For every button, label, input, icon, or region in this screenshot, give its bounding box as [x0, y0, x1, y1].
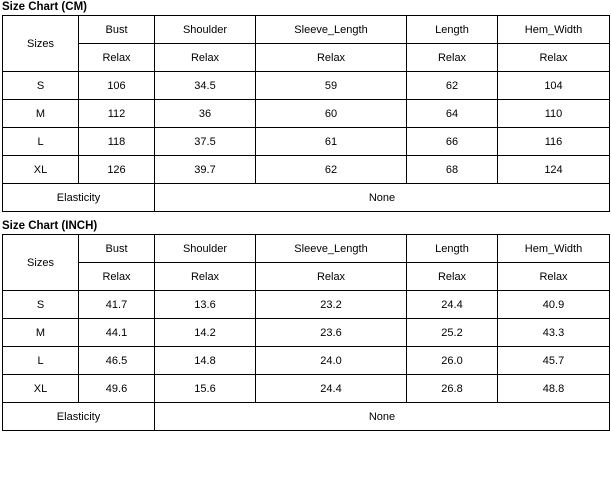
table-row	[3, 128, 610, 156]
header-cell-sleeve-length: Sleeve_Length	[256, 16, 407, 44]
cell-length: 68	[407, 156, 498, 184]
size-chart-cm-table	[2, 15, 610, 212]
elasticity-label: Elasticity	[3, 184, 155, 212]
table-subheader-row	[3, 263, 610, 291]
table-header-row	[3, 16, 610, 44]
header-cell-sizes: Sizes	[3, 16, 79, 72]
cell-shoulder: 13.6	[155, 291, 256, 319]
cell-hem-width: 43.3	[498, 319, 610, 347]
elasticity-row	[3, 184, 610, 212]
header-cell-shoulder: Shoulder	[155, 235, 256, 263]
cell-length: 66	[407, 128, 498, 156]
cell-shoulder: 15.6	[155, 375, 256, 403]
row-size-label: XL	[3, 375, 79, 403]
header-cell-length: Length	[407, 16, 498, 44]
row-size-label: S	[3, 72, 79, 100]
cell-bust: 49.6	[79, 375, 155, 403]
header-cell-shoulder: Shoulder	[155, 16, 256, 44]
size-chart-inch-table	[2, 234, 610, 431]
cell-shoulder: 37.5	[155, 128, 256, 156]
subheader-cell-sleeve-length: Relax	[256, 44, 407, 72]
cell-bust: 118	[79, 128, 155, 156]
cell-hem-width: 110	[498, 100, 610, 128]
cell-shoulder: 14.8	[155, 347, 256, 375]
row-size-label: M	[3, 319, 79, 347]
cell-sleeve-length: 62	[256, 156, 407, 184]
elasticity-row	[3, 403, 610, 431]
cell-hem-width: 116	[498, 128, 610, 156]
cell-bust: 44.1	[79, 319, 155, 347]
cell-shoulder: 39.7	[155, 156, 256, 184]
header-cell-hem-width: Hem_Width	[498, 235, 610, 263]
table-row	[3, 319, 610, 347]
header-cell-hem-width: Hem_Width	[498, 16, 610, 44]
cell-bust: 46.5	[79, 347, 155, 375]
cell-length: 24.4	[407, 291, 498, 319]
cell-length: 26.8	[407, 375, 498, 403]
table-row	[3, 375, 610, 403]
table-subheader-row	[3, 44, 610, 72]
header-cell-sleeve-length: Sleeve_Length	[256, 235, 407, 263]
cell-hem-width: 48.8	[498, 375, 610, 403]
cell-sleeve-length: 60	[256, 100, 407, 128]
row-size-label: XL	[3, 156, 79, 184]
cell-hem-width: 40.9	[498, 291, 610, 319]
subheader-cell-hem-width: Relax	[498, 44, 610, 72]
elasticity-label: Elasticity	[3, 403, 155, 431]
table-row	[3, 291, 610, 319]
table-row	[3, 347, 610, 375]
elasticity-value: None	[155, 403, 610, 431]
cell-hem-width: 104	[498, 72, 610, 100]
cell-hem-width: 45.7	[498, 347, 610, 375]
subheader-cell-bust: Relax	[79, 263, 155, 291]
cell-shoulder: 14.2	[155, 319, 256, 347]
subheader-cell-length: Relax	[407, 263, 498, 291]
cell-sleeve-length: 23.6	[256, 319, 407, 347]
cell-shoulder: 36	[155, 100, 256, 128]
subheader-cell-sleeve-length: Relax	[256, 263, 407, 291]
cell-bust: 41.7	[79, 291, 155, 319]
table-row	[3, 100, 610, 128]
size-chart-inch-title: Size Chart (INCH)	[2, 220, 98, 232]
cell-bust: 106	[79, 72, 155, 100]
row-size-label: L	[3, 347, 79, 375]
cell-hem-width: 124	[498, 156, 610, 184]
cell-shoulder: 34.5	[155, 72, 256, 100]
subheader-cell-length: Relax	[407, 44, 498, 72]
header-cell-sizes: Sizes	[3, 235, 79, 291]
size-chart-cm-title: Size Chart (CM)	[2, 1, 87, 13]
table-row	[3, 156, 610, 184]
cell-bust: 126	[79, 156, 155, 184]
table-header-row	[3, 235, 610, 263]
cell-bust: 112	[79, 100, 155, 128]
elasticity-value: None	[155, 184, 610, 212]
cell-length: 26.0	[407, 347, 498, 375]
cell-length: 62	[407, 72, 498, 100]
chart-spacer	[0, 212, 611, 219]
subheader-cell-shoulder: Relax	[155, 263, 256, 291]
cell-sleeve-length: 23.2	[256, 291, 407, 319]
subheader-cell-shoulder: Relax	[155, 44, 256, 72]
cell-length: 25.2	[407, 319, 498, 347]
subheader-cell-hem-width: Relax	[498, 263, 610, 291]
table-row	[3, 72, 610, 100]
header-cell-length: Length	[407, 235, 498, 263]
row-size-label: M	[3, 100, 79, 128]
row-size-label: S	[3, 291, 79, 319]
cell-sleeve-length: 61	[256, 128, 407, 156]
cell-sleeve-length: 59	[256, 72, 407, 100]
cell-sleeve-length: 24.0	[256, 347, 407, 375]
header-cell-bust: Bust	[79, 16, 155, 44]
cell-length: 64	[407, 100, 498, 128]
subheader-cell-bust: Relax	[79, 44, 155, 72]
cell-sleeve-length: 24.4	[256, 375, 407, 403]
header-cell-bust: Bust	[79, 235, 155, 263]
row-size-label: L	[3, 128, 79, 156]
